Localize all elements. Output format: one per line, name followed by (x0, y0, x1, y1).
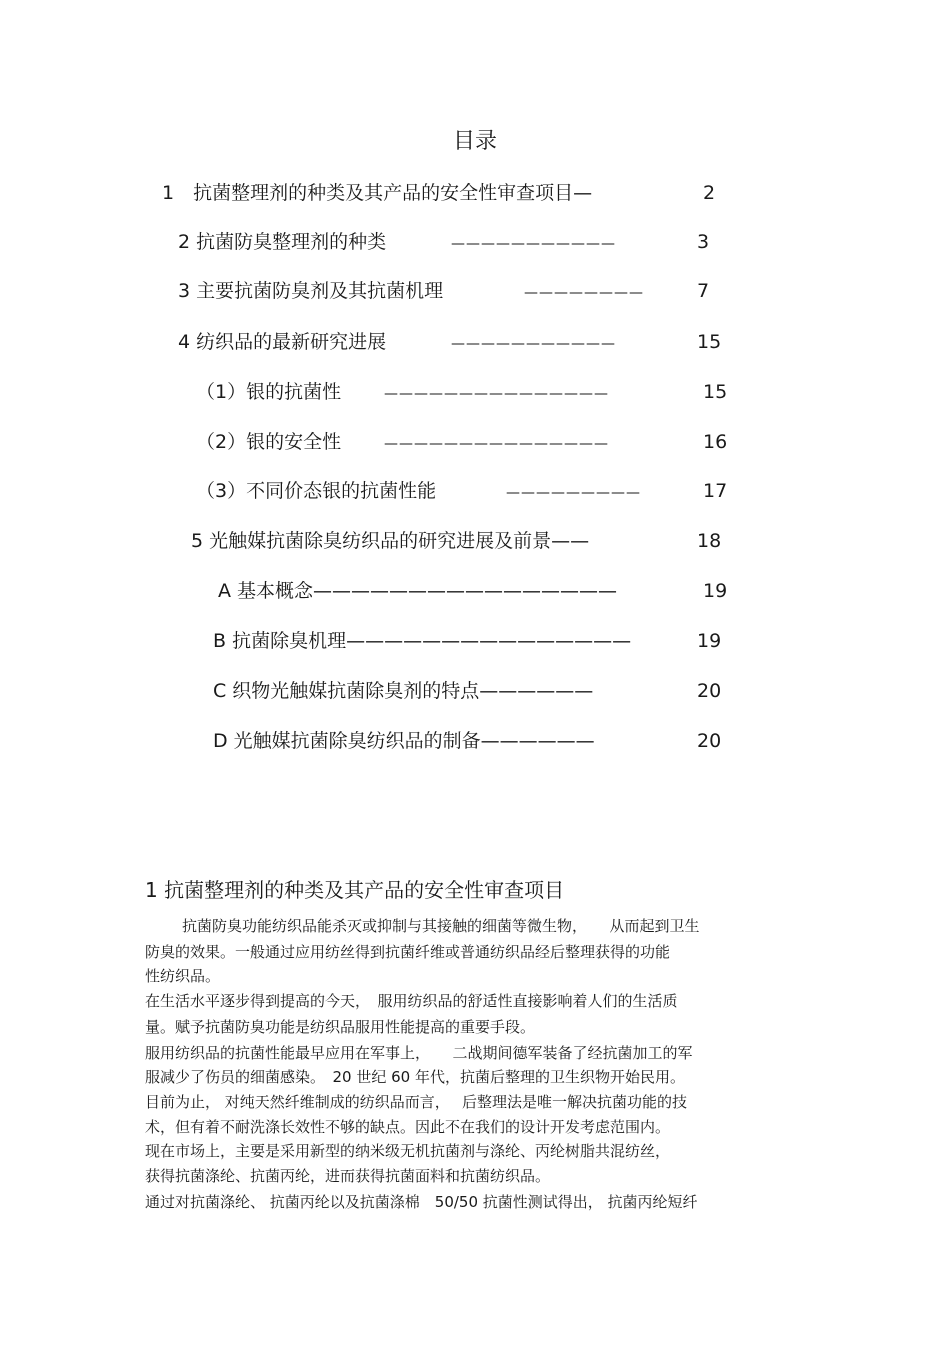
toc-entry-page: 2 (703, 182, 716, 204)
body-line: 通过对抗菌涤纶、 抗菌丙纶以及抗菌涤棉 50/50 抗菌性测试得出， 抗菌丙纶短纤 (145, 1193, 698, 1211)
toc-entry-leader: ——————————— (451, 336, 616, 352)
body-line: 性纺织品。 (145, 967, 221, 985)
body-line: 目前为止， 对纯天然纤维制成的纺织品而言， 后整理法是唯一解决抗菌功能的技 (145, 1093, 688, 1111)
toc-entry-leader: ——————————————— (384, 436, 609, 452)
toc-entry-leader: ——————————— (451, 236, 616, 252)
toc-entry (0, 478, 950, 504)
toc-entry (0, 379, 950, 405)
toc-entry-text: （2）银的安全性 (196, 431, 342, 453)
toc-entry (0, 429, 950, 455)
toc-entry-text: 1 抗菌整理剂的种类及其产品的安全性审查项目— (162, 182, 593, 204)
body-line: 防臭的效果。一般通过应用纺丝得到抗菌纤维或普通纺织品经后整理获得的功能 (145, 943, 671, 961)
toc-entry-page: 20 (697, 730, 722, 752)
body-line: 服减少了伤员的细菌感染。 20 世纪 60 年代，抗菌后整理的卫生织物开始民用。 (145, 1068, 685, 1086)
toc-entry-text: A 基本概念———————————————— (218, 580, 618, 602)
toc-entry-text: 3 主要抗菌防臭剂及其抗菌机理 (178, 280, 444, 302)
toc-entry-page: 15 (703, 381, 728, 403)
body-line: 量。赋予抗菌防臭功能是纺织品服用性能提高的重要手段。 (145, 1018, 536, 1036)
toc-title: 目录 (452, 129, 497, 154)
toc-entry (0, 528, 950, 554)
toc-entry-text: C 织物光触媒抗菌除臭剂的特点—————— (213, 680, 594, 702)
body-line: 在生活水平逐步得到提高的今天， 服用纺织品的舒适性直接影响着人们的生活质 (145, 992, 678, 1010)
toc-entry-leader: ————————— (506, 485, 641, 501)
toc-entry-page: 16 (703, 431, 728, 453)
body-line: 服用纺织品的抗菌性能最早应用在军事上， 二战期间德军装备了经抗菌加工的军 (145, 1044, 693, 1062)
body-line: 抗菌防臭功能纺织品能杀灭或抑制与其接触的细菌等微生物， 从而起到卫生 (182, 917, 700, 935)
toc-entry (0, 329, 950, 355)
toc-entry-text: 4 纺织品的最新研究进展 (178, 331, 387, 353)
toc-entry-page: 3 (697, 231, 710, 253)
toc-entry-text: D 光触媒抗菌除臭纺织品的制备—————— (213, 730, 595, 752)
toc-entry-text: B 抗菌除臭机理——————————————— (213, 630, 632, 652)
toc-entry (0, 180, 950, 206)
toc-entry (0, 229, 950, 255)
toc-entry-page: 19 (703, 580, 728, 602)
toc-entry (0, 628, 950, 654)
toc-entry-page: 18 (697, 530, 722, 552)
toc-entry-text: （1）银的抗菌性 (196, 381, 342, 403)
toc-entry-page: 20 (697, 680, 722, 702)
toc-entry-page: 17 (703, 480, 728, 502)
body-line: 现在市场上，主要是采用新型的纳米级无机抗菌剂与涤纶、丙纶树脂共混纺丝， (145, 1142, 671, 1160)
toc-entry-page: 19 (697, 630, 722, 652)
toc-entry-text: 2 抗菌防臭整理剂的种类 (178, 231, 387, 253)
body-line: 获得抗菌涤纶、抗菌丙纶，进而获得抗菌面料和抗菌纺织品。 (145, 1167, 551, 1185)
toc-entry-page: 7 (697, 280, 710, 302)
toc-entry (0, 728, 950, 754)
toc-entry-text: 5 光触媒抗菌除臭纺织品的研究进展及前景—— (191, 530, 590, 552)
section-heading: 1 抗菌整理剂的种类及其产品的安全性审查项目 (145, 878, 565, 902)
toc-entry (0, 278, 950, 304)
toc-entry (0, 578, 950, 604)
toc-entry-page: 15 (697, 331, 722, 353)
toc-entry-leader: ———————— (524, 285, 644, 301)
body-line: 术，但有着不耐洗涤长效性不够的缺点。因此不在我们的设计开发考虑范围内。 (145, 1118, 671, 1136)
toc-entry-text: （3）不同价态银的抗菌性能 (196, 480, 437, 502)
toc-entry-leader: ——————————————— (384, 386, 609, 402)
toc-entry (0, 678, 950, 704)
